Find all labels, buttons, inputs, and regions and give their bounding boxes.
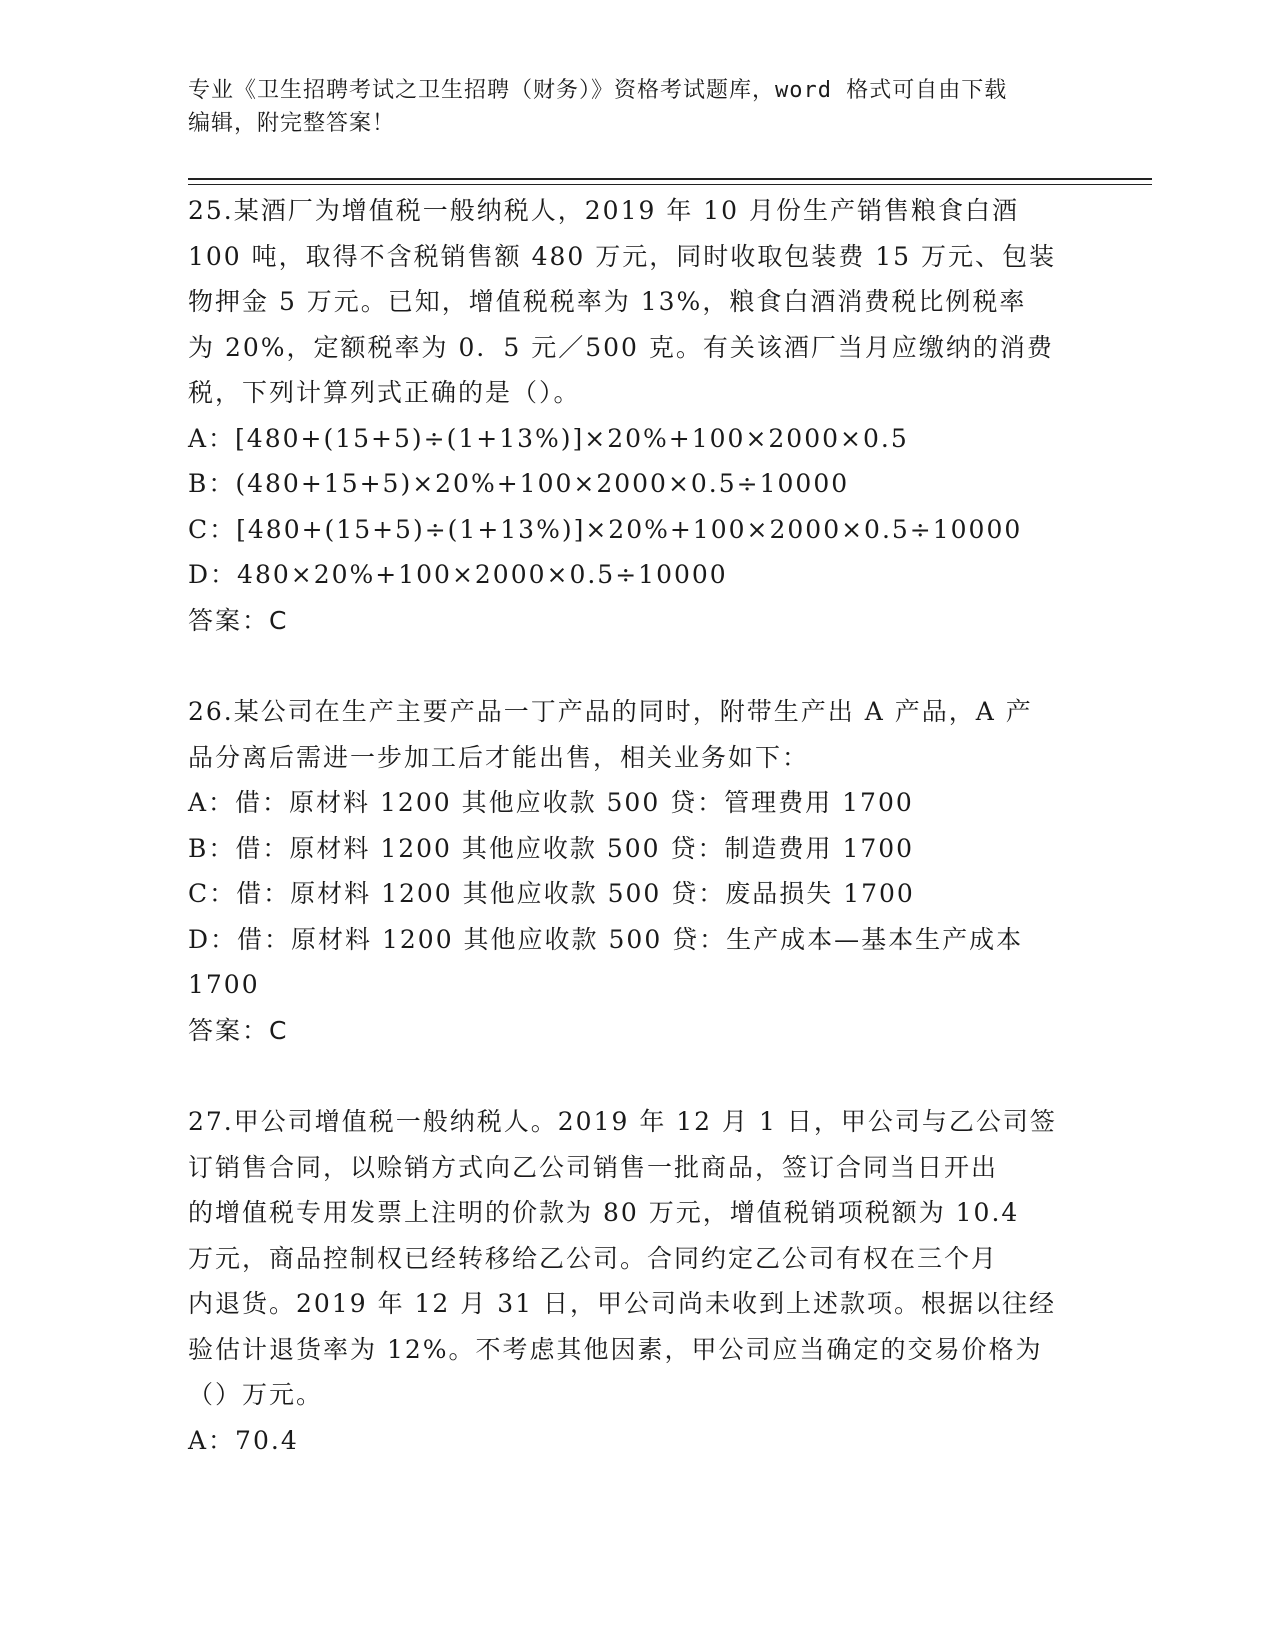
question-stem-line: 万元，商品控制权已经转移给乙公司。合同约定乙公司有权在三个月 (188, 1243, 999, 1273)
option-c: C：借：原材料 1200 其他应收款 500 贷：废品损失 1700 (188, 879, 915, 908)
question-25 (188, 188, 1088, 643)
option-b: B：借：原材料 1200 其他应收款 500 贷：制造费用 1700 (188, 833, 915, 863)
question-26 (188, 689, 1088, 1053)
header-divider-thin (188, 184, 1152, 185)
option-d-continued: 1700 (188, 970, 260, 999)
question-stem-line: 26.某公司在生产主要产品一丁产品的同时，附带生产出 A 产品，A 产 (188, 697, 1033, 726)
question-stem-line: 验估计退货率为 12%。不考虑其他因素，甲公司应当确定的交易价格为 (188, 1334, 1043, 1364)
option-b: B：(480+15+5)×20%+100×2000×0.5÷10000 (188, 469, 850, 498)
header-line-2: 编辑，附完整答案！ (188, 111, 396, 136)
question-stem-line: 25.某酒厂为增值税一般纳税人，2019 年 10 月份生产销售粮食白酒 (188, 196, 1020, 225)
question-stem-line: （）万元。 (188, 1380, 324, 1409)
header-line-1: 专业《卫生招聘考试之卫生招聘（财务）》资格考试题库，word 格式可自由下载 (188, 78, 1008, 103)
question-stem-line: 100 吨，取得不含税销售额 480 万元，同时收取包装费 15 万元、包装 (188, 241, 1056, 271)
option-a: A：70.4 (188, 1425, 299, 1455)
question-stem-line: 税，下列计算列式正确的是（）。 (188, 378, 581, 407)
question-stem-line: 为 20%，定额税率为 0．5 元／500 克。有关该酒厂当月应缴纳的消费 (188, 332, 1054, 362)
question-stem-line: 订销售合同，以赊销方式向乙公司销售一批商品，签订合同当日开出 (188, 1152, 999, 1182)
question-stem-line: 27.甲公司增值税一般纳税人。2019 年 12 月 1 日，甲公司与乙公司签 (188, 1107, 1057, 1136)
answer: 答案：C (188, 1015, 289, 1045)
spacer (188, 1053, 1088, 1099)
option-a: A：[480+(15+5)÷(1+13%)]×20%+100×2000×0.5 (188, 423, 909, 453)
page-header (188, 74, 1088, 140)
spacer (188, 643, 1088, 689)
answer: 答案：C (188, 605, 289, 635)
question-list (188, 188, 1088, 1463)
option-c: C：[480+(15+5)÷(1+13%)]×20%+100×2000×0.5÷10000 (188, 514, 1023, 544)
option-d: D：480×20%+100×2000×0.5÷10000 (188, 560, 728, 589)
question-stem-line: 物押金 5 万元。已知，增值税税率为 13%，粮食白酒消费税比例税率 (188, 287, 1027, 316)
option-d: D：借：原材料 1200 其他应收款 500 贷：生产成本—基本生产成本 (188, 924, 1024, 954)
question-stem-line: 内退货。2019 年 12 月 31 日，甲公司尚未收到上述款项。根据以往经 (188, 1289, 1056, 1318)
question-stem-line: 品分离后需进一步加工后才能出售，相关业务如下： (188, 742, 810, 772)
option-a: A：借：原材料 1200 其他应收款 500 贷：管理费用 1700 (188, 788, 914, 817)
question-27 (188, 1099, 1088, 1463)
question-stem-line: 的增值税专用发票上注明的价款为 80 万元，增值税销项税额为 10.4 (188, 1198, 1020, 1227)
header-divider (188, 178, 1152, 180)
